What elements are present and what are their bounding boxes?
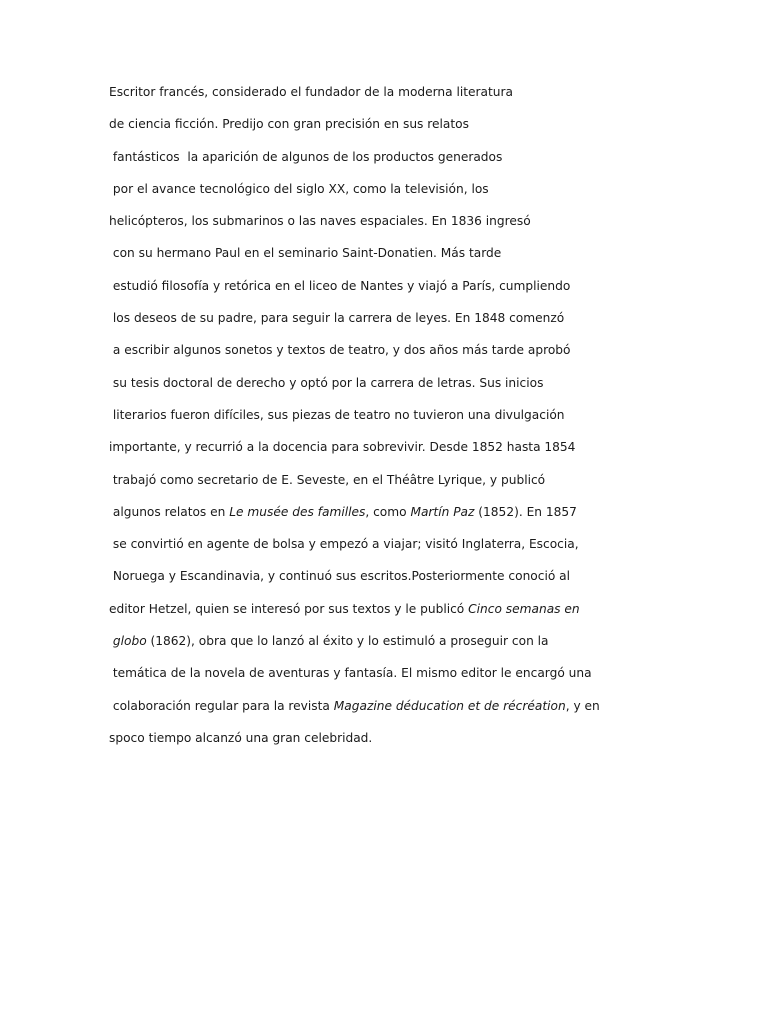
text-run: Escritor francés, considerado el fundador de la moderna literatura	[109, 85, 514, 99]
text-line	[109, 374, 749, 406]
text-run: a escribir algunos sonetos y textos de teatro, y dos años más tarde aprobó	[109, 343, 571, 358]
italic-title: globo	[112, 634, 147, 649]
text-line	[109, 503, 749, 535]
text-run: por el avance tecnológico del siglo XX, como la televisión, los	[109, 181, 489, 196]
text-line	[109, 535, 749, 567]
text-run: trabajó como secretario de E. Seveste, en el Théâtre Lyrique, y publicó	[109, 472, 546, 487]
text-line	[109, 632, 749, 664]
text-run: spoco tiempo alcanzó una gran celebridad.	[109, 730, 373, 745]
text-line	[109, 438, 749, 470]
text-run: temática de la novela de aventuras y fantasía. El mismo editor le encargó una	[109, 666, 592, 681]
text-run: , como	[365, 504, 411, 519]
text-run: importante, y recurrió a la docencia para sobrevivir. Desde 1852 hasta 1854	[109, 440, 576, 455]
text-line	[109, 309, 749, 341]
text-line	[109, 277, 749, 309]
text-line	[109, 406, 749, 438]
text-run: los deseos de su padre, para seguir la carrera de leyes. En 1848 comenzó	[109, 311, 565, 326]
text-line	[109, 664, 749, 696]
text-line	[109, 244, 749, 276]
text-run: colaboración regular para la revista	[109, 698, 334, 713]
text-run: (1852). En 1857	[474, 504, 577, 519]
italic-title: Magazine déducation et de récréation	[333, 698, 566, 713]
text-run: de ciencia ficción. Predijo con gran precisión en sus relatos	[109, 117, 469, 132]
text-line	[109, 567, 749, 599]
text-line	[109, 115, 749, 147]
text-line	[109, 212, 749, 244]
text-run: editor Hetzel, quien se interesó por sus textos y le publicó	[109, 601, 469, 616]
text-line	[109, 471, 749, 503]
text-line	[109, 729, 749, 761]
text-run: literarios fueron difíciles, sus piezas de teatro no tuvieron una divulgación	[109, 407, 565, 422]
text-run: se convirtió en agente de bolsa y empezó a viajar; visitó Inglaterra, Escocia,	[109, 537, 579, 552]
text-run: fantásticos la aparición de algunos de los productos generados	[109, 149, 503, 164]
text-line	[109, 341, 749, 373]
text-line	[109, 600, 749, 632]
text-line	[109, 83, 749, 115]
text-run: helicópteros, los submarinos o las naves espaciales. En 1836 ingresó	[109, 214, 531, 229]
italic-title: Le musée des familles	[229, 504, 366, 519]
text-line	[109, 180, 749, 212]
text-run: , y en	[565, 698, 600, 713]
text-run: algunos relatos en	[109, 504, 230, 519]
text-line	[109, 697, 749, 729]
text-run: (1862), obra que lo lanzó al éxito y lo estimuló a proseguir con la	[146, 634, 549, 649]
text-run: Noruega y Escandinavia, y continuó sus escritos.Posteriormente conoció al	[109, 569, 571, 584]
text-run: su tesis doctoral de derecho y optó por la carrera de letras. Sus inicios	[109, 375, 544, 390]
body-text	[109, 83, 749, 761]
text-run: estudió filosofía y retórica en el liceo de Nantes y viajó a París, cumpliendo	[109, 278, 571, 293]
text-line	[109, 148, 749, 180]
text-run: con su hermano Paul en el seminario Saint-Donatien. Más tarde	[109, 246, 502, 261]
italic-title: Martín Paz	[410, 504, 475, 519]
italic-title: Cinco semanas en	[468, 601, 580, 616]
